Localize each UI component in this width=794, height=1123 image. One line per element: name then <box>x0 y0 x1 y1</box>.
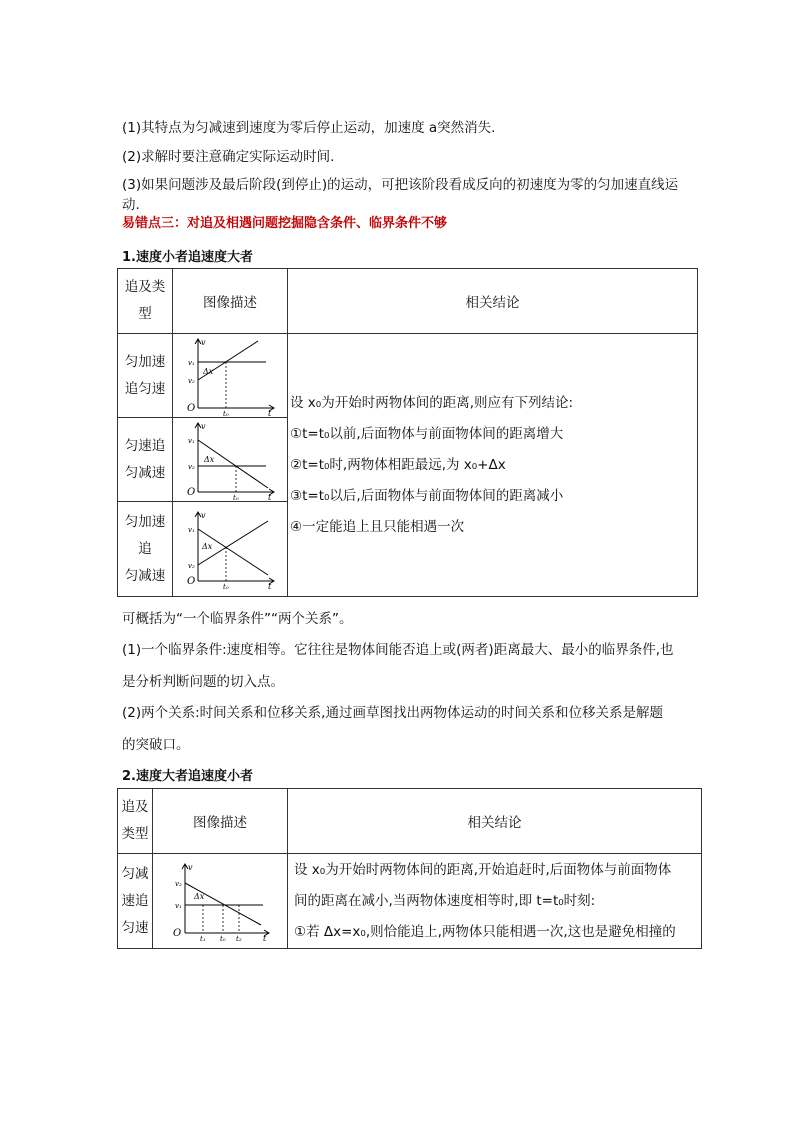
conclusion-line: ③t=t₀以后,后面物体与前面物体间的距离减小 <box>290 487 564 504</box>
intro-line-3-cont: 动. <box>122 197 140 213</box>
t0-label: t₀ <box>223 409 229 416</box>
t0-label: t₀ <box>223 583 229 589</box>
conclusion-line: ②t=t₀时,两物体相距最远,为 x₀+Δx <box>290 456 506 473</box>
summary-line-3: (2)两个关系:时间关系和位移关系,通过画草图找出两物体运动的时间关系和位移关系是解题 <box>122 705 663 721</box>
conclusion-line: 设 x₀为开始时两物体间的距离,则应有下列结论: <box>290 394 574 411</box>
v2-label: v₂ <box>188 462 195 471</box>
row-type-line: 匀加速 <box>124 353 166 370</box>
v1-label: v₁ <box>188 436 195 445</box>
row-type <box>118 334 173 418</box>
header-type <box>118 269 173 334</box>
v1-label: v₁ <box>188 358 195 367</box>
row-type-line: 速追 <box>121 892 149 909</box>
t1-label: t₁ <box>200 935 206 941</box>
conclusion-cell <box>288 334 698 597</box>
origin-label: O <box>187 402 196 414</box>
delta-x-label: Δx <box>194 892 205 901</box>
row-type-line: 匀速 <box>121 919 149 936</box>
axis-t-label: t <box>268 408 272 416</box>
summary-line-2: (1)一个临界条件:速度相等。它往往是物体间能否追上或(两者)距离最大、最小的临界条件,也 <box>122 642 674 658</box>
row-type-line: 匀加速 <box>124 513 166 530</box>
conclusion-line: ①若 Δx=x₀,则恰能追上,两物体只能相遇一次,这也是避免相撞的 <box>294 923 676 940</box>
conclusion-cell <box>288 854 702 949</box>
t0-label: t₀ <box>220 935 226 941</box>
origin-label: O <box>187 576 196 587</box>
delta-x-label: Δx <box>202 542 213 551</box>
row-type <box>118 854 153 949</box>
conclusion-line: 间的距离在减小,当两物体速度相等时,即 t=t₀时刻: <box>294 892 596 909</box>
header-graph: 图像描述 <box>153 789 288 854</box>
table-header-row <box>118 789 702 854</box>
header-type-line-2: 型 <box>138 306 152 322</box>
origin-label: O <box>187 486 196 498</box>
header-conclusion: 相关结论 <box>288 789 702 854</box>
vt-graph-uniform-chases-decelerating <box>180 420 280 500</box>
row-type-line: 追 <box>138 540 152 557</box>
origin-label: O <box>173 928 182 939</box>
axis-t-label: t <box>268 492 272 500</box>
row-type-line: 匀减 <box>121 865 149 882</box>
section2-title: 2.速度大者追速度小者 <box>122 769 253 784</box>
intro-line-2: (2)求解时要注意确定实际运动时间. <box>122 149 335 165</box>
header-type-line-2: 类型 <box>121 826 149 842</box>
header-conclusion: 相关结论 <box>288 269 698 334</box>
vt-graph-accelerating-chases-decelerating <box>180 509 280 589</box>
section1-title: 1.速度小者追速度大者 <box>122 250 253 265</box>
t0-label: t₀ <box>233 493 239 500</box>
row-type-line: 匀减速 <box>124 464 166 481</box>
graph-cell <box>173 334 288 418</box>
graph-cell <box>173 418 288 502</box>
axis-v-label: v <box>188 863 193 872</box>
row-type <box>118 418 173 502</box>
table-fast-chases-slow <box>117 788 702 949</box>
graph-cell <box>153 854 288 949</box>
axis-v-label: v <box>201 421 206 431</box>
conclusion-line: ④一定能追上且只能相遇一次 <box>290 518 465 535</box>
v1-label: v₁ <box>175 902 182 910</box>
vt-graph-decelerating-chases-uniform <box>165 861 275 941</box>
axis-v-label: v <box>201 337 206 347</box>
v2-label: v₂ <box>188 562 195 570</box>
row-type-line: 匀速追 <box>124 437 166 454</box>
intro-line-3: (3)如果问题涉及最后阶段(到停止)的运动，可把该阶段看成反向的初速度为零的匀加速直线运 <box>122 177 679 193</box>
summary-line-3-cont: 的突破口。 <box>122 737 190 753</box>
graph-cell <box>173 502 288 597</box>
table-row <box>118 854 702 949</box>
conclusion-line: 设 x₀为开始时两物体间的距离,开始追赶时,后面物体与前面物体 <box>294 861 672 878</box>
axis-v-label: v <box>201 511 206 520</box>
axis-t-label: t <box>268 582 272 589</box>
axis-t-label: t <box>263 934 267 941</box>
table-row <box>118 334 698 418</box>
header-type <box>118 789 153 854</box>
conclusion-line: ①t=t₀以前,后面物体与前面物体间的距离增大 <box>290 425 564 442</box>
v2-label: v₂ <box>188 376 195 385</box>
header-graph: 图像描述 <box>173 269 288 334</box>
summary-line-1: 可概括为“一个临界条件”“两个关系”。 <box>122 611 353 627</box>
vt-graph-accelerating-chases-uniform <box>180 336 280 416</box>
error-point-heading: 易错点三：对追及相遇问题挖掘隐含条件、临界条件不够 <box>122 216 448 231</box>
row-type-line: 匀减速 <box>124 567 166 584</box>
summary-line-2-cont: 是分析判断问题的切入点。 <box>122 674 284 690</box>
table-header-row <box>118 269 698 334</box>
delta-x-label: Δx <box>203 366 214 376</box>
header-type-line-1: 追及类 <box>124 279 166 295</box>
intro-line-1: (1)其特点为匀减速到速度为零后停止运动，加速度 a突然消失. <box>122 120 496 136</box>
header-type-line-1: 追及 <box>121 799 149 815</box>
v1-label: v₁ <box>188 526 195 534</box>
v2-label: v₂ <box>175 880 182 888</box>
row-type-line: 追匀速 <box>124 380 166 397</box>
row-type <box>118 502 173 597</box>
delta-x-label: Δx <box>204 454 215 464</box>
table-slow-chases-fast <box>117 268 698 597</box>
t2-label: t₂ <box>236 935 242 941</box>
